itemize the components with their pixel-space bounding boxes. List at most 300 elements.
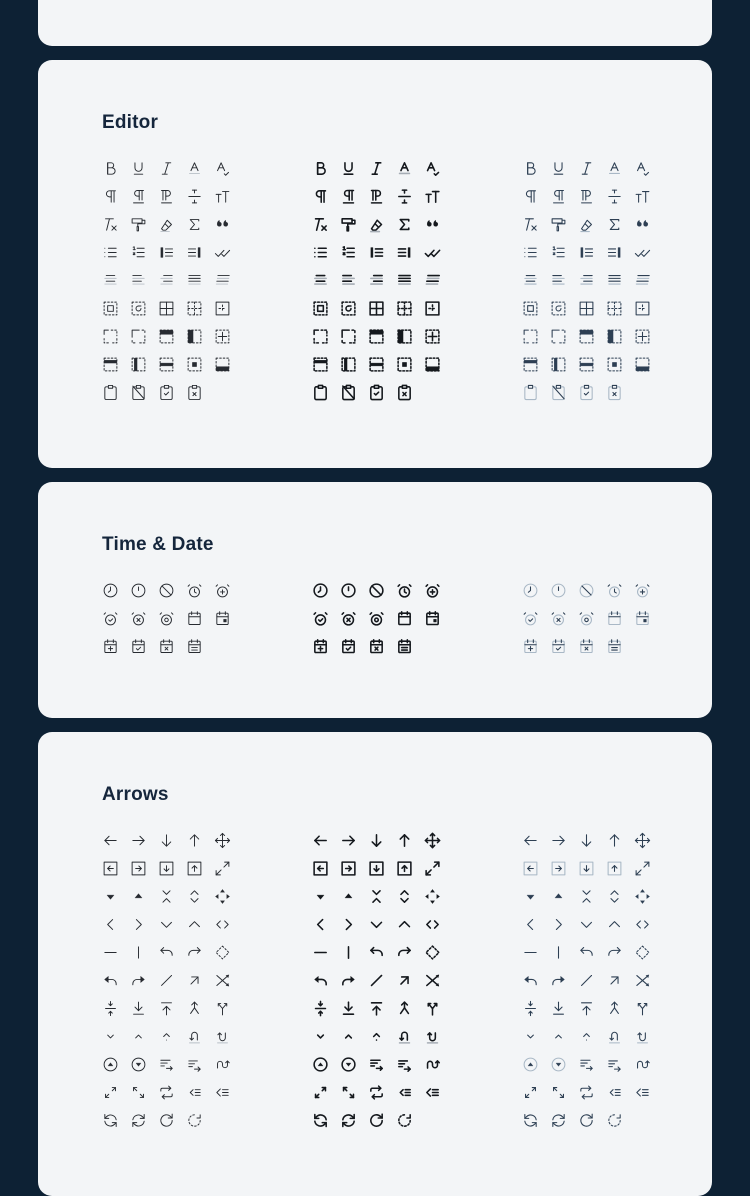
square-arrow-up-icon: [606, 860, 623, 877]
circle-caret-down-icon: [550, 1056, 567, 1073]
circle-caret-down-icon: [130, 1056, 147, 1073]
arrow-left-icon: [102, 832, 119, 849]
chevron-lines-1-icon: [186, 1084, 203, 1101]
chevron-down-small-icon: [102, 1028, 119, 1045]
move-diamond-icon: [214, 888, 231, 905]
icon-row: [102, 356, 231, 373]
clipboard-check-icon: [158, 384, 175, 401]
table-band-left-icon: [340, 356, 357, 373]
icon-row: [522, 244, 651, 261]
chevron-up-small-icon: [550, 1028, 567, 1045]
diamond-dashed-icon: [214, 944, 231, 961]
align-justify-icon: [186, 272, 203, 289]
rotate-cw-icon: [368, 1112, 385, 1129]
repeat-icon: [578, 1084, 595, 1101]
icon-row: [102, 860, 231, 877]
chevron-up-icon: [186, 916, 203, 933]
letter-case-icon: [214, 188, 231, 205]
circle-caret-up-icon: [102, 1056, 119, 1073]
calendar-icon: [186, 610, 203, 627]
align-justify-icon: [606, 272, 623, 289]
square-arrow-down-icon: [368, 860, 385, 877]
highlighter-icon: [368, 216, 385, 233]
chevrons-expand-icon: [606, 888, 623, 905]
indent-increase-icon: [368, 244, 385, 261]
clipboard-x-icon: [186, 384, 203, 401]
icon-row: [312, 582, 441, 599]
clipboard-check-icon: [578, 384, 595, 401]
arrow-right-icon: [130, 832, 147, 849]
align-center-icon: [522, 272, 539, 289]
calendar-dot-icon: [634, 610, 651, 627]
chevron-lines-1-icon: [396, 1084, 413, 1101]
line-diagonal-icon: [158, 972, 175, 989]
calendar-lines-icon: [396, 638, 413, 655]
square-arrow-down-icon: [158, 860, 175, 877]
maximize-icon: [214, 860, 231, 877]
table-col-left-icon: [186, 328, 203, 345]
list-icon: [102, 244, 119, 261]
table-cell-grid-icon: [522, 300, 539, 317]
table-band-top-icon: [312, 356, 329, 373]
icon-row: [312, 300, 441, 317]
text-color-icon: [186, 160, 203, 177]
underline-icon: [550, 160, 567, 177]
calendar-x-icon: [578, 638, 595, 655]
icon-row: [102, 582, 231, 599]
align-justify-2-icon: [634, 272, 651, 289]
chevron-left-icon: [312, 916, 329, 933]
refresh-ccw-icon: [102, 1112, 119, 1129]
table-cell-round-icon: [130, 300, 147, 317]
move-icon: [214, 832, 231, 849]
format-clear-icon: [102, 216, 119, 233]
calendar-lines-icon: [186, 638, 203, 655]
chevron-up-small-icon: [340, 1028, 357, 1045]
pilcrow-right-icon: [368, 188, 385, 205]
calendar-check-icon: [550, 638, 567, 655]
chevron-right-icon: [340, 916, 357, 933]
square-arrow-right-icon: [340, 860, 357, 877]
icon-grid-duotone: [522, 832, 651, 1129]
arrow-right-icon: [550, 832, 567, 849]
rotate-dashed-icon: [186, 1112, 203, 1129]
calendar-icon: [396, 610, 413, 627]
calendar-icon: [606, 610, 623, 627]
move-icon: [424, 832, 441, 849]
bold-icon: [522, 160, 539, 177]
icon-row: [102, 300, 231, 317]
icon-row: [522, 1112, 651, 1129]
swap-diagonal-1-icon: [102, 1084, 119, 1101]
icon-row: [312, 832, 441, 849]
table-cell-center-icon: [186, 356, 203, 373]
u-turn-down-icon: [186, 1028, 203, 1045]
alarm-clock-icon: [606, 582, 623, 599]
icon-row: [522, 188, 651, 205]
alarm-plus-icon: [214, 582, 231, 599]
circle-caret-up-icon: [312, 1056, 329, 1073]
paint-roller-icon: [130, 216, 147, 233]
alarm-clock-icon: [396, 582, 413, 599]
alarm-plus-icon: [634, 582, 651, 599]
chevron-down-small-icon: [522, 1028, 539, 1045]
chevron-up-icon: [396, 916, 413, 933]
list-ordered-icon: [550, 244, 567, 261]
table-cell-round-icon: [550, 300, 567, 317]
page-break-icon: [606, 188, 623, 205]
undo-icon: [368, 944, 385, 961]
icon-groups-time-date: [102, 582, 648, 655]
icon-row: [312, 272, 441, 289]
sort-lines-icon: [578, 1056, 595, 1073]
icon-row: [522, 888, 651, 905]
clock-12-icon: [550, 582, 567, 599]
icon-row: [102, 1112, 231, 1129]
line-diagonal-icon: [578, 972, 595, 989]
table-row-top-icon: [578, 328, 595, 345]
clock-12-icon: [130, 582, 147, 599]
icon-row: [522, 832, 651, 849]
table-col-left-icon: [606, 328, 623, 345]
icon-row: [102, 1000, 231, 1017]
indent-increase-icon: [158, 244, 175, 261]
section-title-editor: Editor: [102, 112, 159, 133]
table-cell-inner-icon: [214, 300, 231, 317]
caret-down-icon: [102, 888, 119, 905]
line-vertical-icon: [340, 944, 357, 961]
sort-lines-icon: [158, 1056, 175, 1073]
u-turn-up-icon: [214, 1028, 231, 1045]
bold-icon: [312, 160, 329, 177]
pilcrow-icon: [102, 188, 119, 205]
table-cell-round-icon: [340, 300, 357, 317]
rotate-dashed-icon: [606, 1112, 623, 1129]
u-turn-down-icon: [396, 1028, 413, 1045]
chevron-right-icon: [550, 916, 567, 933]
icon-row: [102, 832, 231, 849]
chevron-lines-1-icon: [606, 1084, 623, 1101]
highlighter-icon: [158, 216, 175, 233]
format-clear-icon: [312, 216, 329, 233]
section-title-arrows: Arrows: [102, 784, 169, 805]
alarm-x-icon: [340, 610, 357, 627]
sigma-icon: [396, 216, 413, 233]
calendar-dot-icon: [214, 610, 231, 627]
icon-row: [312, 384, 441, 401]
chevron-left-icon: [102, 916, 119, 933]
chevron-up-dot-icon: [158, 1028, 175, 1045]
split-icon: [214, 1000, 231, 1017]
list-icon: [312, 244, 329, 261]
text-edit-icon: [214, 160, 231, 177]
icon-row: [312, 188, 441, 205]
u-turn-up-icon: [424, 1028, 441, 1045]
icon-row: [312, 356, 441, 373]
undo-icon: [578, 944, 595, 961]
arrow-down-to-line-icon: [130, 1000, 147, 1017]
chevrons-expand-icon: [186, 888, 203, 905]
icon-row: [522, 944, 651, 961]
clipboard-x-icon: [606, 384, 623, 401]
line-vertical-icon: [130, 944, 147, 961]
calendar-plus-icon: [312, 638, 329, 655]
table-corner-tl-icon: [522, 328, 539, 345]
shuffle-icon: [634, 972, 651, 989]
lines-arrow-up-icon: [396, 1056, 413, 1073]
icon-row: [312, 1000, 441, 1017]
icon-row: [312, 972, 441, 989]
table-band-mid-icon: [158, 356, 175, 373]
clock-icon: [102, 582, 119, 599]
repeat-icon: [158, 1084, 175, 1101]
arrow-up-right-icon: [396, 972, 413, 989]
fold-vertical-icon: [522, 1000, 539, 1017]
align-justify-icon: [396, 272, 413, 289]
caret-up-icon: [130, 888, 147, 905]
table-cross-icon: [424, 328, 441, 345]
refresh-cw-icon: [340, 1112, 357, 1129]
icon-row: [522, 860, 651, 877]
icon-row: [522, 384, 651, 401]
table-cell-inner-icon: [634, 300, 651, 317]
icon-row: [312, 1028, 441, 1045]
alarm-x-icon: [550, 610, 567, 627]
icon-groups-arrows: [102, 832, 648, 1129]
chevron-down-icon: [578, 916, 595, 933]
table-row-top-icon: [158, 328, 175, 345]
icon-row: [522, 356, 651, 373]
chevrons-collapse-icon: [368, 888, 385, 905]
paint-roller-icon: [340, 216, 357, 233]
checks-icon: [214, 244, 231, 261]
icon-row: [102, 610, 231, 627]
table-corner-solid-icon: [550, 328, 567, 345]
list-ordered-icon: [130, 244, 147, 261]
align-right-icon: [578, 272, 595, 289]
caret-down-icon: [312, 888, 329, 905]
refresh-ccw-icon: [312, 1112, 329, 1129]
line-horizontal-icon: [312, 944, 329, 961]
table-corner-tl-icon: [312, 328, 329, 345]
table-grid-dashed-icon: [606, 300, 623, 317]
italic-icon: [368, 160, 385, 177]
reply-icon: [312, 972, 329, 989]
pilcrow-icon: [312, 188, 329, 205]
arrow-up-icon: [186, 832, 203, 849]
arrow-right-icon: [340, 832, 357, 849]
align-justify-2-icon: [214, 272, 231, 289]
letter-case-icon: [424, 188, 441, 205]
iteration-icon: [424, 1056, 441, 1073]
swap-diagonal-1-icon: [312, 1084, 329, 1101]
card-partial-top: [38, 0, 712, 46]
calendar-plus-icon: [522, 638, 539, 655]
icon-row: [102, 160, 231, 177]
clock-icon: [522, 582, 539, 599]
table-band-top-icon: [102, 356, 119, 373]
refresh-cw-icon: [550, 1112, 567, 1129]
shuffle-icon: [214, 972, 231, 989]
underline-icon: [340, 160, 357, 177]
table-band-bottom-icon: [634, 356, 651, 373]
sigma-icon: [186, 216, 203, 233]
text-color-icon: [606, 160, 623, 177]
icon-row: [312, 328, 441, 345]
clock-off-icon: [158, 582, 175, 599]
icon-row: [102, 916, 231, 933]
paint-roller-icon: [550, 216, 567, 233]
table-cell-grid-icon: [312, 300, 329, 317]
page-break-icon: [396, 188, 413, 205]
clipboard-icon: [522, 384, 539, 401]
square-arrow-right-icon: [550, 860, 567, 877]
calendar-check-icon: [340, 638, 357, 655]
arrow-up-to-line-icon: [368, 1000, 385, 1017]
chevron-up-small-icon: [130, 1028, 147, 1045]
swap-diagonal-2-icon: [340, 1084, 357, 1101]
redo-icon: [606, 944, 623, 961]
table-cross-icon: [634, 328, 651, 345]
icon-row: [102, 1084, 231, 1101]
calendar-x-icon: [368, 638, 385, 655]
section-arrows: [38, 732, 712, 1196]
diamond-dashed-icon: [634, 944, 651, 961]
repeat-icon: [368, 1084, 385, 1101]
icon-row: [102, 244, 231, 261]
icon-row: [102, 944, 231, 961]
split-icon: [424, 1000, 441, 1017]
section-time-date: [38, 482, 712, 718]
align-center-icon: [102, 272, 119, 289]
quote-icon: [214, 216, 231, 233]
icon-row: [312, 916, 441, 933]
table-corner-solid-icon: [340, 328, 357, 345]
forward-icon: [340, 972, 357, 989]
circle-caret-up-icon: [522, 1056, 539, 1073]
align-left-icon: [550, 272, 567, 289]
quote-icon: [424, 216, 441, 233]
chevron-down-icon: [158, 916, 175, 933]
icon-row: [522, 972, 651, 989]
icon-grid-light: [102, 832, 231, 1129]
icon-row: [312, 216, 441, 233]
table-cross-icon: [214, 328, 231, 345]
rotate-cw-icon: [158, 1112, 175, 1129]
arrow-down-icon: [578, 832, 595, 849]
sigma-icon: [606, 216, 623, 233]
icon-grid-duotone: [522, 582, 651, 655]
chevron-down-small-icon: [312, 1028, 329, 1045]
refresh-cw-icon: [130, 1112, 147, 1129]
icon-grid-light: [102, 582, 231, 655]
rotate-cw-icon: [578, 1112, 595, 1129]
chevron-up-dot-icon: [578, 1028, 595, 1045]
square-arrow-left-icon: [312, 860, 329, 877]
u-turn-up-icon: [634, 1028, 651, 1045]
table-grid-icon: [578, 300, 595, 317]
icon-row: [102, 972, 231, 989]
arrow-left-icon: [522, 832, 539, 849]
u-turn-down-icon: [606, 1028, 623, 1045]
refresh-ccw-icon: [522, 1112, 539, 1129]
square-arrow-left-icon: [522, 860, 539, 877]
square-arrow-left-icon: [102, 860, 119, 877]
forward-icon: [550, 972, 567, 989]
chevron-up-icon: [606, 916, 623, 933]
circle-caret-down-icon: [340, 1056, 357, 1073]
icon-grid-bold: [312, 160, 441, 401]
code-icon: [214, 916, 231, 933]
clipboard-x-icon: [396, 384, 413, 401]
line-vertical-icon: [550, 944, 567, 961]
icon-row: [522, 1028, 651, 1045]
clock-off-icon: [368, 582, 385, 599]
table-band-top-icon: [522, 356, 539, 373]
clock-off-icon: [578, 582, 595, 599]
reply-icon: [102, 972, 119, 989]
icon-row: [522, 916, 651, 933]
table-band-bottom-icon: [214, 356, 231, 373]
alarm-dot-icon: [158, 610, 175, 627]
icon-row: [522, 1000, 651, 1017]
pilcrow-right-icon: [158, 188, 175, 205]
undo-icon: [158, 944, 175, 961]
align-center-icon: [312, 272, 329, 289]
pilcrow-left-icon: [130, 188, 147, 205]
table-cell-center-icon: [396, 356, 413, 373]
shuffle-icon: [424, 972, 441, 989]
arrow-left-icon: [312, 832, 329, 849]
pilcrow-right-icon: [578, 188, 595, 205]
swap-diagonal-1-icon: [522, 1084, 539, 1101]
merge-icon: [186, 1000, 203, 1017]
icon-row: [312, 244, 441, 261]
icon-grid-bold: [312, 582, 441, 655]
chevrons-collapse-icon: [578, 888, 595, 905]
table-col-left-icon: [396, 328, 413, 345]
chevron-left-icon: [522, 916, 539, 933]
arrow-down-to-line-icon: [550, 1000, 567, 1017]
indent-decrease-icon: [186, 244, 203, 261]
arrow-up-right-icon: [606, 972, 623, 989]
fold-vertical-icon: [312, 1000, 329, 1017]
calendar-x-icon: [158, 638, 175, 655]
line-horizontal-icon: [102, 944, 119, 961]
icon-row: [522, 160, 651, 177]
icon-grid-light: [102, 160, 231, 401]
lines-arrow-up-icon: [606, 1056, 623, 1073]
icon-row: [102, 1056, 231, 1073]
chevron-lines-2-icon: [424, 1084, 441, 1101]
caret-up-icon: [340, 888, 357, 905]
table-band-left-icon: [550, 356, 567, 373]
clock-icon: [312, 582, 329, 599]
alarm-plus-icon: [424, 582, 441, 599]
icon-row: [102, 216, 231, 233]
icon-row: [102, 1028, 231, 1045]
text-edit-icon: [634, 160, 651, 177]
clipboard-off-icon: [130, 384, 147, 401]
alarm-check-icon: [312, 610, 329, 627]
align-left-icon: [130, 272, 147, 289]
chevron-down-icon: [368, 916, 385, 933]
alarm-check-icon: [522, 610, 539, 627]
list-ordered-icon: [340, 244, 357, 261]
square-arrow-up-icon: [396, 860, 413, 877]
maximize-icon: [634, 860, 651, 877]
icon-row: [312, 1112, 441, 1129]
